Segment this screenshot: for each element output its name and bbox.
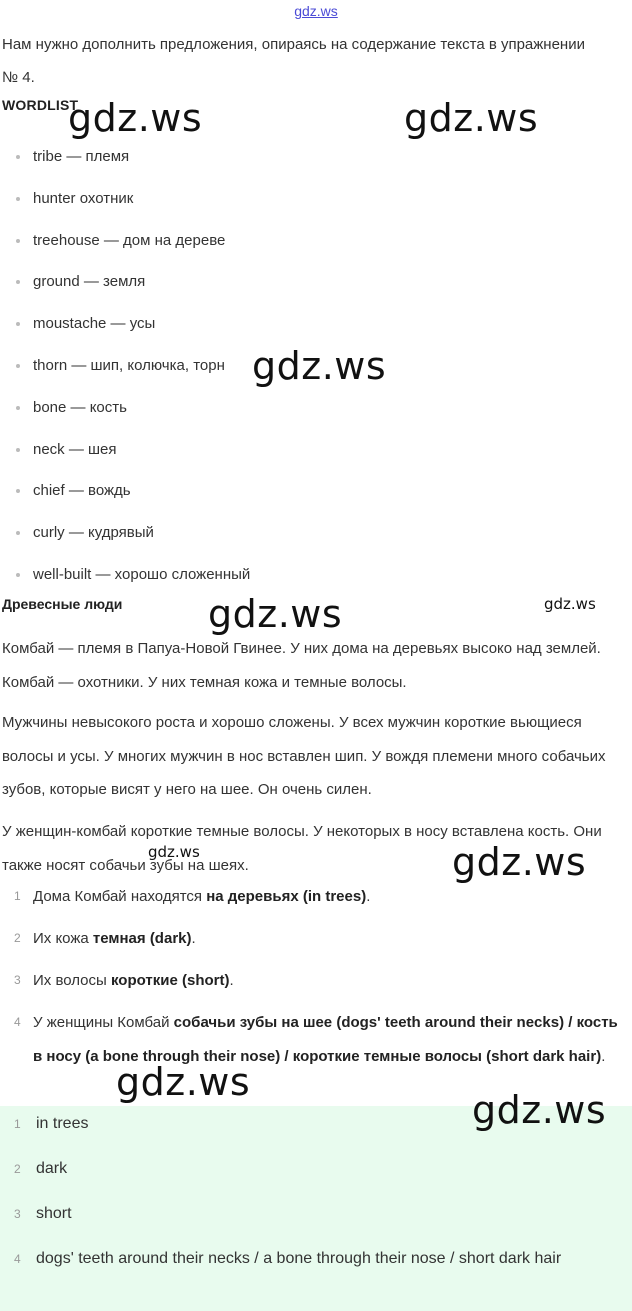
answer-number: 4 — [14, 1015, 21, 1029]
answer-item — [14, 880, 626, 914]
site-link[interactable]: gdz.ws — [294, 3, 338, 19]
answer-text: Их волосы — [33, 972, 111, 989]
intro-text: Нам нужно дополнить предложения, опираясь на содержание текста в упражнении № 4. — [2, 36, 585, 86]
answer-item — [14, 922, 626, 956]
wordlist-item: thorn — шип, колючка, торн — [14, 345, 250, 387]
story-paragraph: У женщин-комбай короткие темные волосы. У некоторых в носу вставлена кость. Они также носят собачьи зубы на шеях. — [2, 823, 602, 874]
answer-end: . — [601, 1047, 606, 1065]
short-answer-number: 1 — [14, 1117, 21, 1131]
story-heading: Древесные люди — [2, 596, 123, 612]
short-answer-item — [14, 1196, 626, 1232]
answer-text: У женщины Комбай — [33, 1014, 174, 1031]
short-answer-item — [14, 1151, 626, 1187]
watermark: gdz.ws — [452, 840, 587, 884]
wordlist-item: neck — шея — [14, 429, 250, 471]
watermark: gdz.ws — [472, 1088, 607, 1132]
answer-text: Дома Комбай находятся — [33, 888, 207, 905]
short-answer-item — [14, 1241, 626, 1277]
wordlist-item: bone — кость — [14, 387, 250, 429]
story-paragraph: Мужчины невысокого роста и хорошо сложены. У всех мужчин короткие вьющиеся волосы и усы. У многих мужчин в нос вставлен шип. У вождя племени много собачьих зубов, которые висят у него на шее. Он очень силен. — [2, 714, 606, 798]
watermark: gdz.ws — [116, 1060, 251, 1104]
answer-number: 1 — [14, 889, 21, 903]
wordlist-item: curly — кудрявый — [14, 512, 250, 554]
answer-item — [14, 964, 626, 998]
short-answer-text: dark — [36, 1160, 68, 1177]
wordlist-heading: WORDLIST — [2, 97, 79, 113]
answer-number: 2 — [14, 931, 21, 945]
wordlist-item: ground — земля — [14, 261, 250, 303]
short-answer-text: dogs' teeth around their necks / a bone through their nose / short dark hair — [36, 1250, 562, 1267]
watermark: gdz.ws — [148, 843, 200, 861]
wordlist-item: hunter охотник — [14, 178, 250, 220]
watermark: gdz.ws — [68, 96, 203, 140]
answer-bold: короткие (short) — [110, 972, 230, 989]
watermark: gdz.ws — [208, 592, 343, 636]
wordlist-item: moustache — усы — [14, 303, 250, 345]
answer-text: Их кожа — [33, 930, 93, 947]
wordlist-item: tribe — племя — [14, 136, 250, 178]
short-answer-text: short — [36, 1205, 72, 1222]
short-answer-number: 3 — [14, 1207, 21, 1221]
short-answer-text: in trees — [36, 1115, 89, 1132]
wordlist-item: chief — вождь — [14, 470, 250, 512]
short-answer-number: 2 — [14, 1162, 21, 1176]
story-paragraph: Комбай — племя в Папуа-Новой Гвинее. У них дома на деревьях высоко над землей. Комбай — охотники. У них темная кожа и темные волосы. — [2, 640, 601, 691]
answer-end: . — [229, 972, 234, 989]
answer-bold: на деревьях (in trees) — [206, 888, 367, 905]
answer-item — [14, 1006, 626, 1073]
answer-end: . — [366, 888, 371, 905]
answer-end: . — [191, 930, 196, 947]
watermark: gdz.ws — [404, 96, 539, 140]
wordlist-item: well-built — хорошо сложенный — [14, 554, 250, 596]
answer-number: 3 — [14, 973, 21, 987]
wordlist-item: treehouse — дом на дереве — [14, 220, 250, 262]
answers-list — [14, 880, 626, 1082]
wordlist — [14, 136, 250, 596]
answer-bold: темная (dark) — [92, 930, 192, 947]
short-answers-list — [14, 1106, 626, 1286]
answer-bold: собачьи зубы на шее (dogs' teeth around their necks) / кость в носу (a bone through their nose) / короткие темные волосы (short dark hair) — [33, 1014, 618, 1065]
short-answer-number: 4 — [14, 1252, 21, 1266]
watermark: gdz.ws — [544, 595, 596, 613]
watermark: gdz.ws — [252, 344, 387, 388]
